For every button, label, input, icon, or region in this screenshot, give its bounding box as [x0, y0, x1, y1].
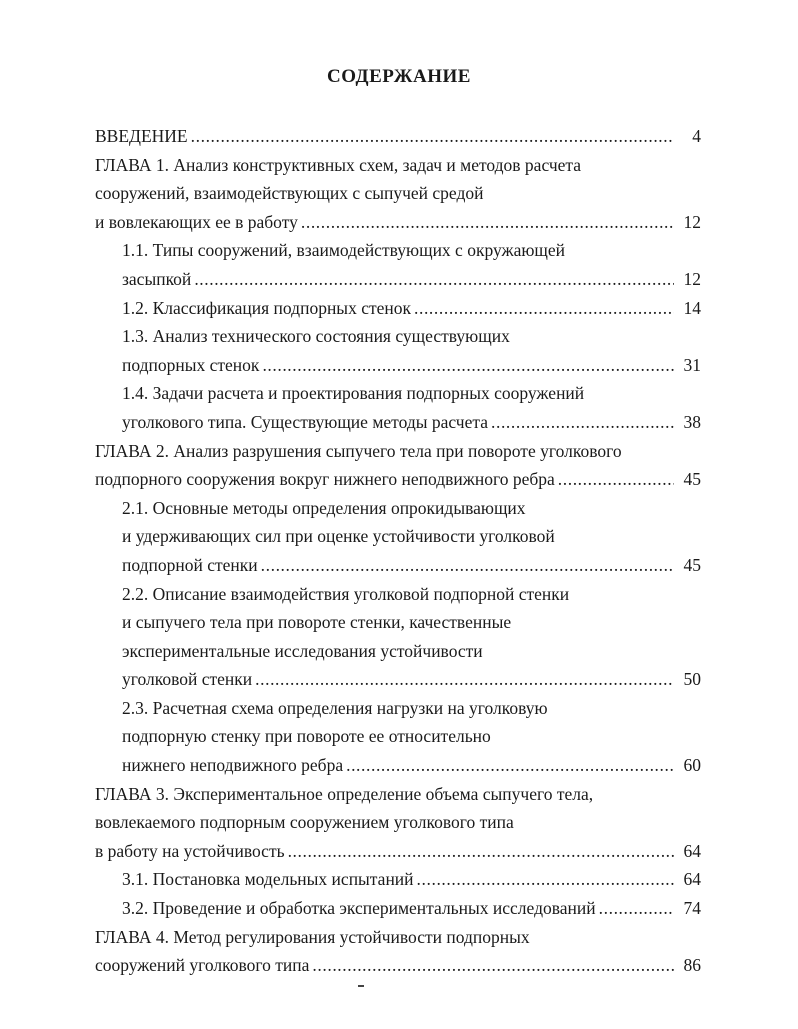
toc-entry-text: сооружений, взаимодействующих с сыпучей средой [95, 183, 484, 204]
toc-subentry [95, 494, 701, 580]
toc-page-number: 12 [683, 268, 701, 289]
toc-entry-text: ГЛАВА 2. Анализ разрушения сыпучего тела при повороте уголкового [95, 440, 622, 461]
toc-subentry [95, 894, 701, 923]
toc-entry-text: 1.4. Задачи расчета и проектирования подпорных сооружений [122, 383, 585, 404]
toc-entry-text: ГЛАВА 1. Анализ конструктивных схем, задач и методов расчета [95, 154, 582, 175]
toc-entry-text: ГЛАВА 4. Метод регулирования устойчивости подпорных [95, 926, 530, 947]
leader-dots [312, 951, 674, 980]
toc-subentry [95, 694, 701, 780]
toc-entry-text: 2.3. Расчетная схема определения нагрузки на уголковую [122, 697, 548, 718]
leader-dots [194, 265, 674, 294]
toc-entry-text: 3.1. Постановка модельных испытаний [122, 869, 414, 890]
toc-page-number: 50 [683, 669, 701, 690]
table-of-contents [95, 122, 701, 980]
toc-entry-text: и вовлекающих ее в работу [95, 211, 298, 232]
toc-page-number: 31 [683, 354, 701, 375]
toc-entry-text: уголковой стенки [122, 669, 253, 690]
toc-subentry [95, 294, 701, 323]
toc-entry-text: вовлекаемого подпорным сооружением уголкового типа [95, 812, 514, 833]
toc-page-number: 86 [683, 955, 701, 976]
toc-page-number: 45 [683, 469, 701, 490]
toc-entry-text: подпорного сооружения вокруг нижнего неподвижного ребра [95, 469, 555, 490]
leader-dots [599, 894, 674, 923]
toc-subentry [95, 865, 701, 894]
toc-entry-text: 3.2. Проведение и обработка экспериментальных исследований [122, 898, 596, 919]
toc-entry [95, 151, 701, 237]
toc-entry-text: 1.1. Типы сооружений, взаимодействующих с окружающей [122, 240, 566, 261]
leader-dots [255, 665, 674, 694]
toc-entry [95, 437, 701, 494]
toc-page-number: 64 [683, 840, 701, 861]
leader-dots [346, 751, 674, 780]
toc-entry-text: уголкового типа. Существующие методы расчета [122, 411, 488, 432]
toc-entry-text: сооружений уголкового типа [95, 955, 310, 976]
toc-entry-text: в работу на устойчивость [95, 840, 285, 861]
toc-entry [95, 780, 701, 866]
leader-dots [191, 122, 674, 151]
toc-page-number: 60 [683, 755, 701, 776]
toc-subentry [95, 322, 701, 379]
toc-entry-text: засыпкой [122, 268, 192, 289]
toc-subentry [95, 379, 701, 436]
toc-page-number: 74 [683, 898, 701, 919]
page-title: СОДЕРЖАНИЕ [327, 66, 471, 87]
toc-subentry [95, 236, 701, 293]
toc-entry-text: нижнего неподвижного ребра [122, 755, 344, 776]
toc-page-number: 45 [683, 554, 701, 575]
toc-entry-text: подпорных стенок [122, 354, 260, 375]
leader-dots [301, 208, 674, 237]
toc-entry-text: 1.3. Анализ технического состояния существующих [122, 326, 510, 347]
toc-page-number: 38 [683, 411, 701, 432]
toc-entry-text: 1.2. Классификация подпорных стенок [122, 297, 411, 318]
toc-entry-text: экспериментальные исследования устойчивости [122, 640, 483, 661]
toc-entry-text: 2.2. Описание взаимодействия уголковой подпорной стенки [122, 583, 570, 604]
toc-entry-text: 2.1. Основные методы определения опрокидывающих [122, 497, 526, 518]
leader-dots [417, 865, 674, 894]
toc-entry [95, 923, 701, 980]
toc-page-number: 14 [683, 297, 701, 318]
toc-subentry [95, 580, 701, 694]
toc-page-number: 12 [683, 211, 701, 232]
leader-dots [261, 551, 674, 580]
toc-entry-text: и сыпучего тела при повороте стенки, качественные [122, 612, 512, 633]
toc-entry-text: ВВЕДЕНИЕ [95, 126, 188, 146]
toc-page-number: 4 [692, 126, 701, 146]
leader-dots [491, 408, 674, 437]
leader-dots [262, 351, 674, 380]
leader-dots [414, 294, 674, 323]
toc-entry-text: и удерживающих сил при оценке устойчивости уголковой [122, 526, 555, 547]
toc-entry-text: ГЛАВА 3. Экспериментальное определение объема сыпучего тела, [95, 783, 594, 804]
leader-dots [558, 465, 674, 494]
scan-mark [358, 985, 364, 987]
toc-entry-text: подпорной стенки [122, 554, 258, 575]
toc-entry-text: подпорную стенку при повороте ее относительно [122, 726, 491, 747]
toc-page-number: 64 [683, 869, 701, 890]
toc-entry [95, 122, 701, 151]
leader-dots [288, 837, 674, 866]
